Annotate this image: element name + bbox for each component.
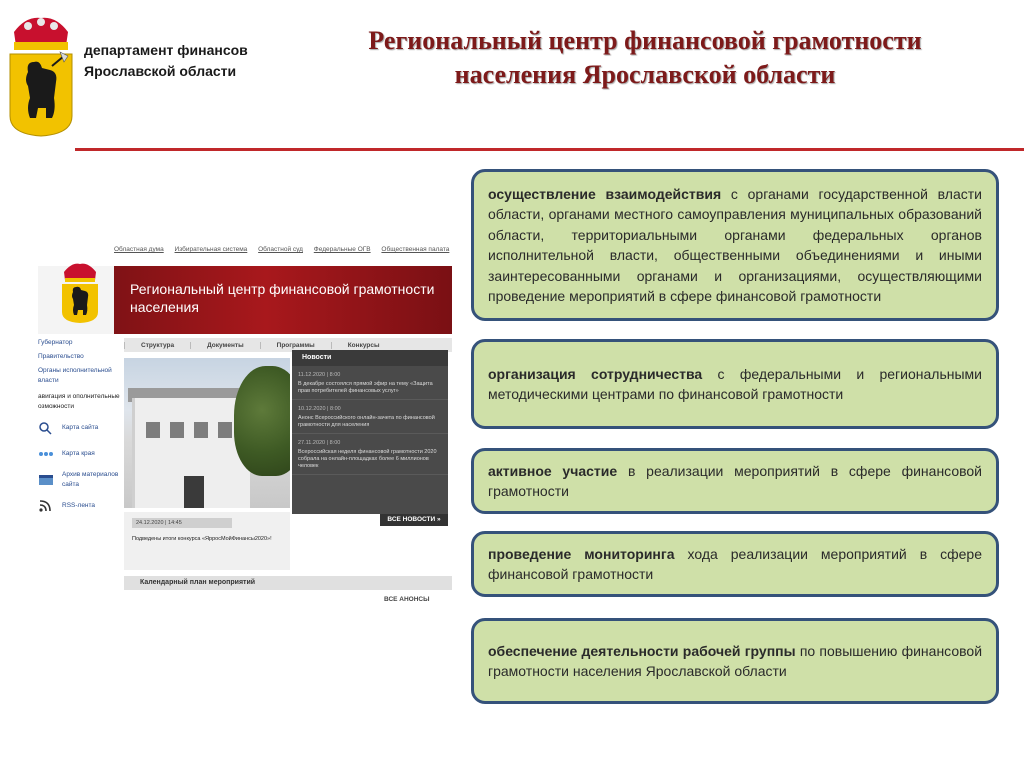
news-date: 27.11.2020 | 8:00 (298, 440, 341, 446)
site-left-nav (38, 338, 120, 516)
announcement-date: 24.12.2020 | 14:45 (132, 518, 232, 528)
nav-heading: авигация и ополнительные озможности (38, 393, 120, 410)
department-name (84, 40, 248, 82)
nav-label: Архив материалов сайта (62, 471, 119, 488)
news-item[interactable] (292, 366, 448, 400)
header-divider (75, 148, 1024, 151)
news-text: Анонс Всероссийского онлайн-зачета по финансовой грамотности для населения (298, 415, 435, 428)
function-box-cooperation (471, 339, 999, 429)
box-bold-text: осуществление взаимодействия (488, 185, 722, 202)
menu-structure[interactable]: Структура (124, 342, 190, 349)
function-box-monitoring (471, 531, 999, 597)
title-line-1: Региональный центр финансовой грамотности (368, 26, 922, 55)
calendar-plan-bar[interactable]: Календарный план мероприятий (124, 576, 452, 590)
building-photo (124, 358, 290, 508)
website-screenshot (38, 240, 452, 610)
top-link[interactable]: Областной суд (258, 246, 303, 253)
department-line-1: департамент финансов (84, 42, 248, 58)
function-box-interaction (471, 169, 999, 321)
news-heading: Новости (292, 350, 448, 366)
rss-icon (38, 499, 54, 513)
nav-government[interactable]: Правительство (38, 353, 84, 360)
menu-contests[interactable]: Конкурсы (331, 342, 396, 349)
nav-label: RSS-лента (62, 502, 96, 509)
box-bold-text: активное участие (488, 462, 618, 479)
nav-governor[interactable]: Губернатор (38, 339, 73, 346)
site-banner-title: Региональный центр финансовой грамотности населения (130, 281, 435, 315)
nav-label: Карта сайта (62, 424, 99, 431)
box-text: в реализации мероприятий в сфере финансовой грамотности (488, 462, 982, 499)
all-announcements-link[interactable]: ВСЕ АНОНСЫ (384, 596, 430, 603)
news-panel (292, 350, 448, 514)
slide-title (300, 24, 990, 92)
department-line-2: Ярославской области (84, 63, 237, 79)
nav-site-map[interactable] (38, 418, 120, 438)
coat-of-arms-emblem (6, 12, 76, 138)
box-text: с федеральными и региональными методическими центрами по финансовой грамотности (488, 365, 982, 402)
announcement-card[interactable] (124, 512, 290, 570)
news-date: 11.12.2020 | 8:00 (298, 372, 341, 378)
menu-programs[interactable]: Программы (260, 342, 331, 349)
news-item[interactable] (292, 434, 448, 475)
nav-archive[interactable] (38, 470, 120, 490)
site-emblem-icon (60, 262, 100, 324)
box-text: по повышению финансовой грамотности населения Ярославской области (488, 642, 983, 679)
announcement-text: Подведены итоги конкурса «ЯрросМойФинансы2020»! (132, 536, 272, 542)
nav-rss[interactable] (38, 496, 120, 516)
nav-region-map[interactable] (38, 444, 120, 464)
news-text: Всероссийская неделя финансовой грамотности 2020 собрала на онлайн-площадках более 6 миллионов человек (298, 449, 437, 469)
site-top-links (114, 246, 452, 253)
box-text: с органами государственной власти области, органами местного самоуправления муниципальных образований области, территориальными органами федеральных органов исполнительной власти, общественными объединениями и иными заинтересованными органами и организациями, осуществляющими проведение мероприятий в сфере финансовой грамотности (488, 185, 982, 304)
sitemap-icon (38, 421, 54, 435)
top-link[interactable]: Федеральные ОГВ (313, 246, 371, 253)
title-line-2: населения Ярославской области (454, 60, 836, 89)
news-item[interactable] (292, 400, 448, 434)
map-dots-icon (38, 447, 54, 461)
news-date: 10.12.2020 | 8:00 (298, 406, 341, 412)
nav-executive[interactable]: Органы исполнительной власти (38, 367, 112, 384)
nav-label: Карта края (62, 450, 95, 457)
box-text: хода реализации мероприятий в сфере финансовой грамотности (488, 545, 983, 582)
top-link[interactable]: Областная дума (114, 246, 164, 253)
function-box-working-group (471, 618, 999, 704)
box-bold-text: обеспечение деятельности рабочей группы (488, 642, 796, 659)
news-text: В декабре состоялся прямой эфир на тему «Защита прав потребителей финансовых услуг» (298, 381, 433, 394)
site-banner (38, 266, 452, 334)
box-bold-text: организация сотрудничества (488, 365, 703, 382)
all-news-button[interactable]: ВСЕ НОВОСТИ » (380, 514, 448, 526)
function-box-participation (471, 448, 999, 514)
box-bold-text: проведение мониторинга (488, 545, 675, 562)
menu-documents[interactable]: Документы (190, 342, 260, 349)
top-link[interactable]: Избирательная система (174, 246, 248, 253)
archive-icon (38, 473, 54, 487)
top-link[interactable]: Общественная палата (381, 246, 450, 253)
